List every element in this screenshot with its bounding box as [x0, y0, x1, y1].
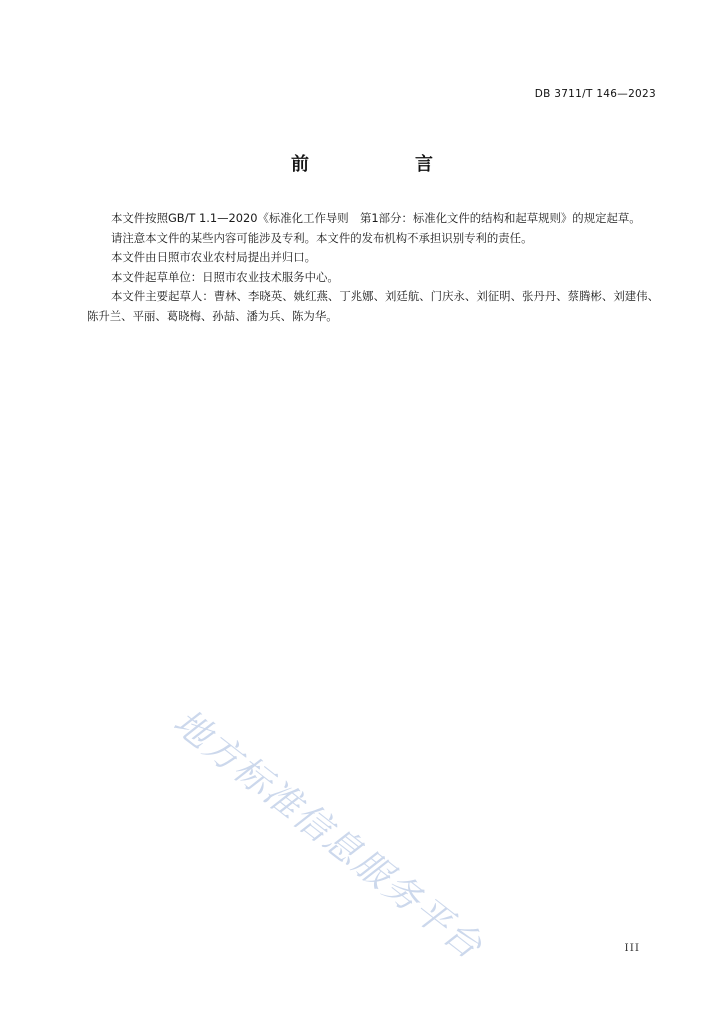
watermark: 地方标准信息服务平台 — [165, 701, 491, 968]
document-code: DB 3711/T 146—2023 — [534, 88, 656, 100]
page-number: III — [624, 942, 640, 954]
preface-body — [87, 209, 659, 327]
paragraph-drafting-unit: 本文件起草单位：日照市农业技术服务中心。 — [111, 269, 339, 284]
paragraph-patent-notice: 请注意本文件的某些内容可能涉及专利。本文件的发布机构不承担识别专利的责任。 — [111, 230, 533, 245]
paragraph-drafting-rules: 本文件按照GB/T 1.1—2020《标准化工作导则 第1部分：标准化文件的结构和起草规则》的规定起草。 — [111, 211, 641, 225]
section-title: 前 言 — [291, 154, 477, 175]
paragraph-proposer: 本文件由日照市农业农村局提出并归口。 — [111, 250, 317, 265]
paragraph-drafters: 本文件主要起草人：曹林、李晓英、姚红燕、丁兆娜、刘廷航、门庆永、刘征明、张丹丹、蔡腾彬、刘建伟、陈升兰、平丽、葛晓梅、孙喆、潘为兵、陈为华。 — [87, 289, 659, 323]
